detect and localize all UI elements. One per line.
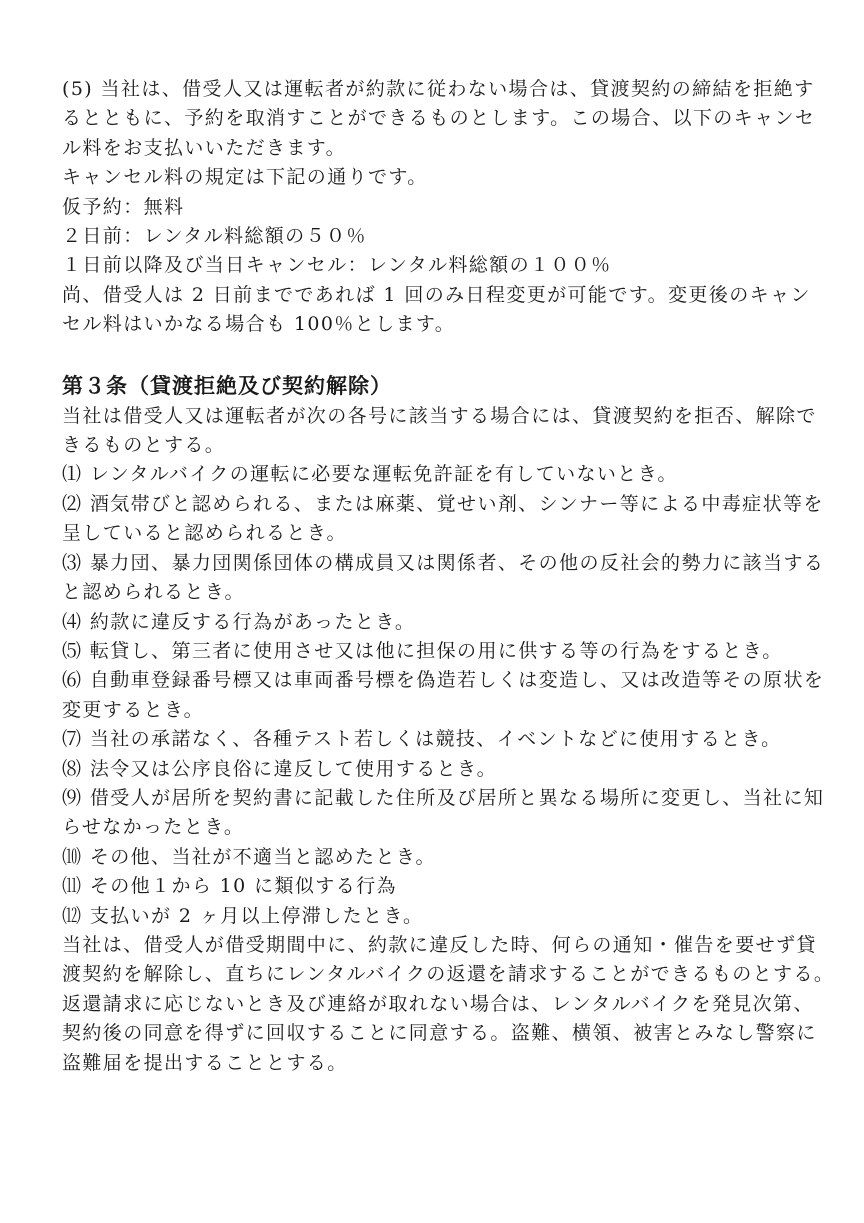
text-line: キャンセル料の規定は下記の通りです。 <box>62 166 428 189</box>
list-item: 変更するとき。 <box>62 698 205 721</box>
list-item: ⑹ 自動車登録番号標又は車両番号標を偽造若しくは変造し、又は改造等その原状を <box>62 669 825 692</box>
text-line: セル料はいかなる場合も 100％とします。 <box>62 313 456 336</box>
article-3-heading: 第３条（貸渡拒絶及び契約解除） <box>62 373 392 398</box>
list-item: ⑿ 支払いが 2 ヶ月以上停滞したとき。 <box>62 904 424 927</box>
text-line: 盗難届を提出することとする。 <box>62 1051 348 1074</box>
list-item: ⑶ 暴力団、暴力団関係団体の構成員又は関係者、その他の反社会的勢力に該当する <box>62 551 825 574</box>
list-item: 呈していると認められるとき。 <box>62 522 347 545</box>
list-item: と認められるとき。 <box>62 581 245 604</box>
list-item: ⑼ 借受人が居所を契約書に記載した住所及び居所と異なる場所に変更し、当社に知 <box>62 786 825 809</box>
text-line: ２日前：レンタル料総額の５０％ <box>62 225 367 248</box>
text-line: 返還請求に応じないとき及び連絡が取れない場合は、レンタルバイクを発見次第、 <box>62 992 814 1015</box>
text-line: 当社は借受人又は運転者が次の各号に該当する場合には、貸渡契約を拒否、解除で <box>62 404 817 427</box>
article-3-intro <box>62 402 832 461</box>
list-item: ⑽ その他、当社が不適当と認めたとき。 <box>62 845 436 868</box>
text-line: 尚、借受人は 2 日前までであれば 1 回のみ日程変更が可能です。変更後のキャン <box>62 283 811 306</box>
section-gap <box>62 340 832 370</box>
article-3-closing <box>62 931 835 1078</box>
text-line: 契約後の同意を得ずに回収することに同意する。盗難、横領、被害とみなし警察に <box>62 1022 817 1045</box>
list-item: ⑻ 法令又は公序良俗に違反して使用するとき。 <box>62 757 498 780</box>
list-item: らせなかったとき。 <box>62 816 245 839</box>
list-item: ⑷ 約款に違反する行為があったとき。 <box>62 610 416 633</box>
text-line: るとともに、予約を取消すことができるものとします。この場合、以下のキャンセ <box>62 107 816 130</box>
article-3-items-list <box>62 460 832 931</box>
text-line: 仮予約：無料 <box>62 195 185 218</box>
text-line: 当社は、借受人が借受期間中に、約款に違反した時、何らの通知・催告を要せず貸 <box>62 933 817 956</box>
document-page <box>62 75 835 1078</box>
text-line: １日前以降及び当日キャンセル：レンタル料総額の１００％ <box>62 254 612 277</box>
list-item: ⑾ その他１から 10 に類似する行為 <box>62 875 397 898</box>
text-line: きるものとする。 <box>62 434 226 457</box>
text-line: 渡契約を解除し、直ちにレンタルバイクの返還を請求することができるものとする。 <box>62 963 835 986</box>
list-item: ⑸ 転貸し、第三者に使用させ又は他に担保の用に供する等の行為をするとき。 <box>62 639 783 662</box>
text-line: (5) 当社は、借受人又は運転者が約款に従わない場合は、貸渡契約の締結を拒絶す <box>62 78 815 100</box>
list-item: ⑴ レンタルバイクの運転に必要な運転免許証を有していないとき。 <box>62 463 678 486</box>
text-line: ル料をお支払いいただきます。 <box>62 136 347 159</box>
section-5-paragraph <box>62 75 832 340</box>
list-item: ⑵ 酒気帯びと認められる、または麻薬、覚せい剤、シンナー等による中毒症状等を <box>62 492 824 515</box>
list-item: ⑺ 当社の承諾なく、各種テスト若しくは競技、イベントなどに使用するとき。 <box>62 728 782 751</box>
